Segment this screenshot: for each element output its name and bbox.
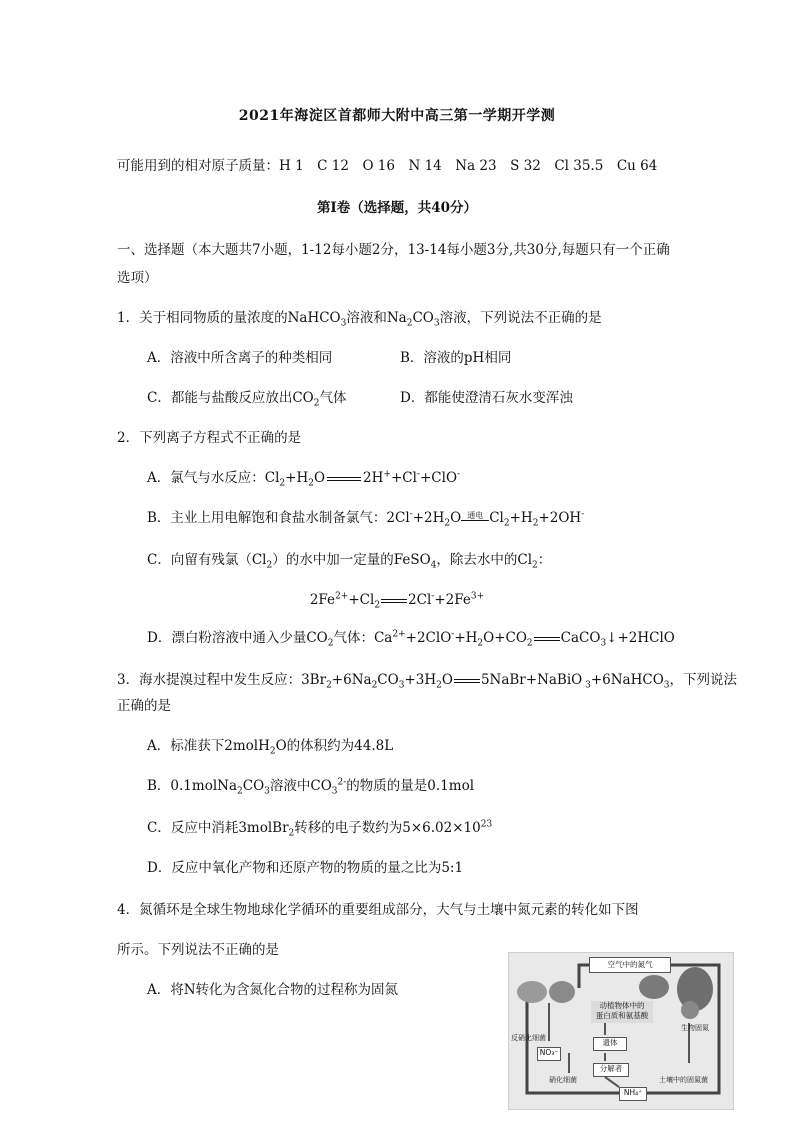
question-2-option-d: D．漂白粉溶液中通入少量$CO_2$气体：$Ca^{2+}+2ClO^-+H_2O+CO_2$ CaCO$_3$↓+2HClO (147, 629, 675, 649)
electrolysis-condition-icon: 通电 (461, 512, 489, 526)
question-2-option-c: C．向留有残氯$(Cl_2)$的水中加一定量的FeSO$_4$，除去水中的$Cl_2$： (147, 552, 552, 571)
soil-bacteria-label: 土壤中的固氮菌 (659, 1076, 708, 1084)
protein-box: 动植物体中的 蛋白质和氨基酸 (591, 1001, 653, 1023)
question-1-option-a: A．溶液中所含离子的种类相同 (147, 350, 333, 366)
rabbit-icon (639, 975, 669, 999)
question-2-option-b: B．主业上用电解饱和食盐水制备氯气：$2Cl^-+2H_2O$ 通电 $Cl_2+H_2+2OH^-$ (147, 509, 585, 529)
question-1-option-c: C．都能与盐酸反应放出$CO_2$气体 (147, 390, 347, 409)
question-2-option-c-equation: $2Fe^{2+}+Cl_2$ $2Cl^-+2Fe^{3+}$ (309, 591, 485, 611)
air-nitrogen-box: 空气中的氮气 (589, 957, 671, 973)
question-3-option-d: D．反应中氧化产物和还原产物的物质的量之比为5:1 (147, 860, 464, 876)
atomic-masses: 可能用到的相对原子质量：H 1 C 12 O 16 N 14 Na 23 S 32 Cl 35.5 Cu 64 (117, 158, 658, 174)
nitrifying-bacteria-label: 硝化细菌 (549, 1076, 577, 1084)
equals-icon (454, 678, 480, 684)
question-4-option-a: A．将N转化为含氮化合物的过程称为固氮 (147, 982, 399, 998)
nh4-box: NH₄⁺ (619, 1087, 647, 1101)
equals-icon (534, 636, 560, 642)
question-4-stem: 4．氮循环是全球生物地球化学循环的重要组成部分，大气与土壤中氮元素的转化如下图 (117, 902, 639, 918)
question-3-option-c: C．反应中消耗3molBr$_2$转移的电子数约为$5\times 6.02\times 10^{23}$ (147, 819, 493, 839)
question-4-stem-line-2: 所示。下列说法不正确的是 (117, 942, 279, 958)
section-title: 第Ⅰ卷（选择题，共40分） (316, 200, 478, 216)
question-2-option-a: A．氯气与水反应：$Cl_2+H_2O$ 2H++Cl-+ClO- (147, 469, 461, 489)
no3-box: NO₃⁻ (537, 1047, 561, 1061)
question-3-stem-line-2: 正确的是 (117, 698, 171, 714)
root-nodule-icon (681, 1001, 699, 1019)
nitrogen-cycle-figure (508, 952, 734, 1110)
question-2-stem: 2．下列离子方程式不正确的是 (117, 430, 302, 446)
equals-icon (381, 598, 407, 604)
question-1-option-d: D．都能使澄清石灰水变浑浊 (400, 390, 573, 406)
decomposer-box: 分解者 (593, 1063, 629, 1077)
bio-fixation-label: 生物固氮 (681, 1024, 709, 1032)
plant-cluster-icon (549, 981, 575, 1003)
question-3-stem: 3．海水提溴过程中发生反应：$3Br_2+6Na_2CO_3+3H_2O$ 5NaBr+NaBiO $_3$+6NaHCO$_3$，下列说法 (117, 672, 738, 691)
reversible-equals-icon (327, 475, 361, 483)
question-3-option-b: B．$0.1molNa_2CO_3$溶液中$CO_3^{2-}$的物质的量是0.1mol (147, 777, 475, 797)
exam-title: 2021年海淀区首都师大附中高三第一学期开学测 (238, 108, 556, 124)
question-1-option-b: B．溶液的pH相同 (400, 350, 512, 366)
denitrifying-plant-icon (517, 981, 547, 1003)
instructions-line-2: 选项） (117, 270, 158, 286)
question-1-stem: 1．关于相同物质的量浓度的NaHCO$_3$溶液和$Na_2CO_3$溶液，下列说法不正确的是 (117, 310, 602, 329)
question-3-option-a: A．标准获下2molH$_2$O的体积约为44.8L (147, 738, 394, 757)
instructions-line-1: 一、选择题（本大题共7小题，1-12每小题2分，13-14每小题3分,共30分,每题只有一个正确 (117, 242, 670, 258)
remains-box: 遗体 (593, 1037, 627, 1051)
denitrifying-bacteria-label: 反硝化细菌 (511, 1034, 546, 1042)
